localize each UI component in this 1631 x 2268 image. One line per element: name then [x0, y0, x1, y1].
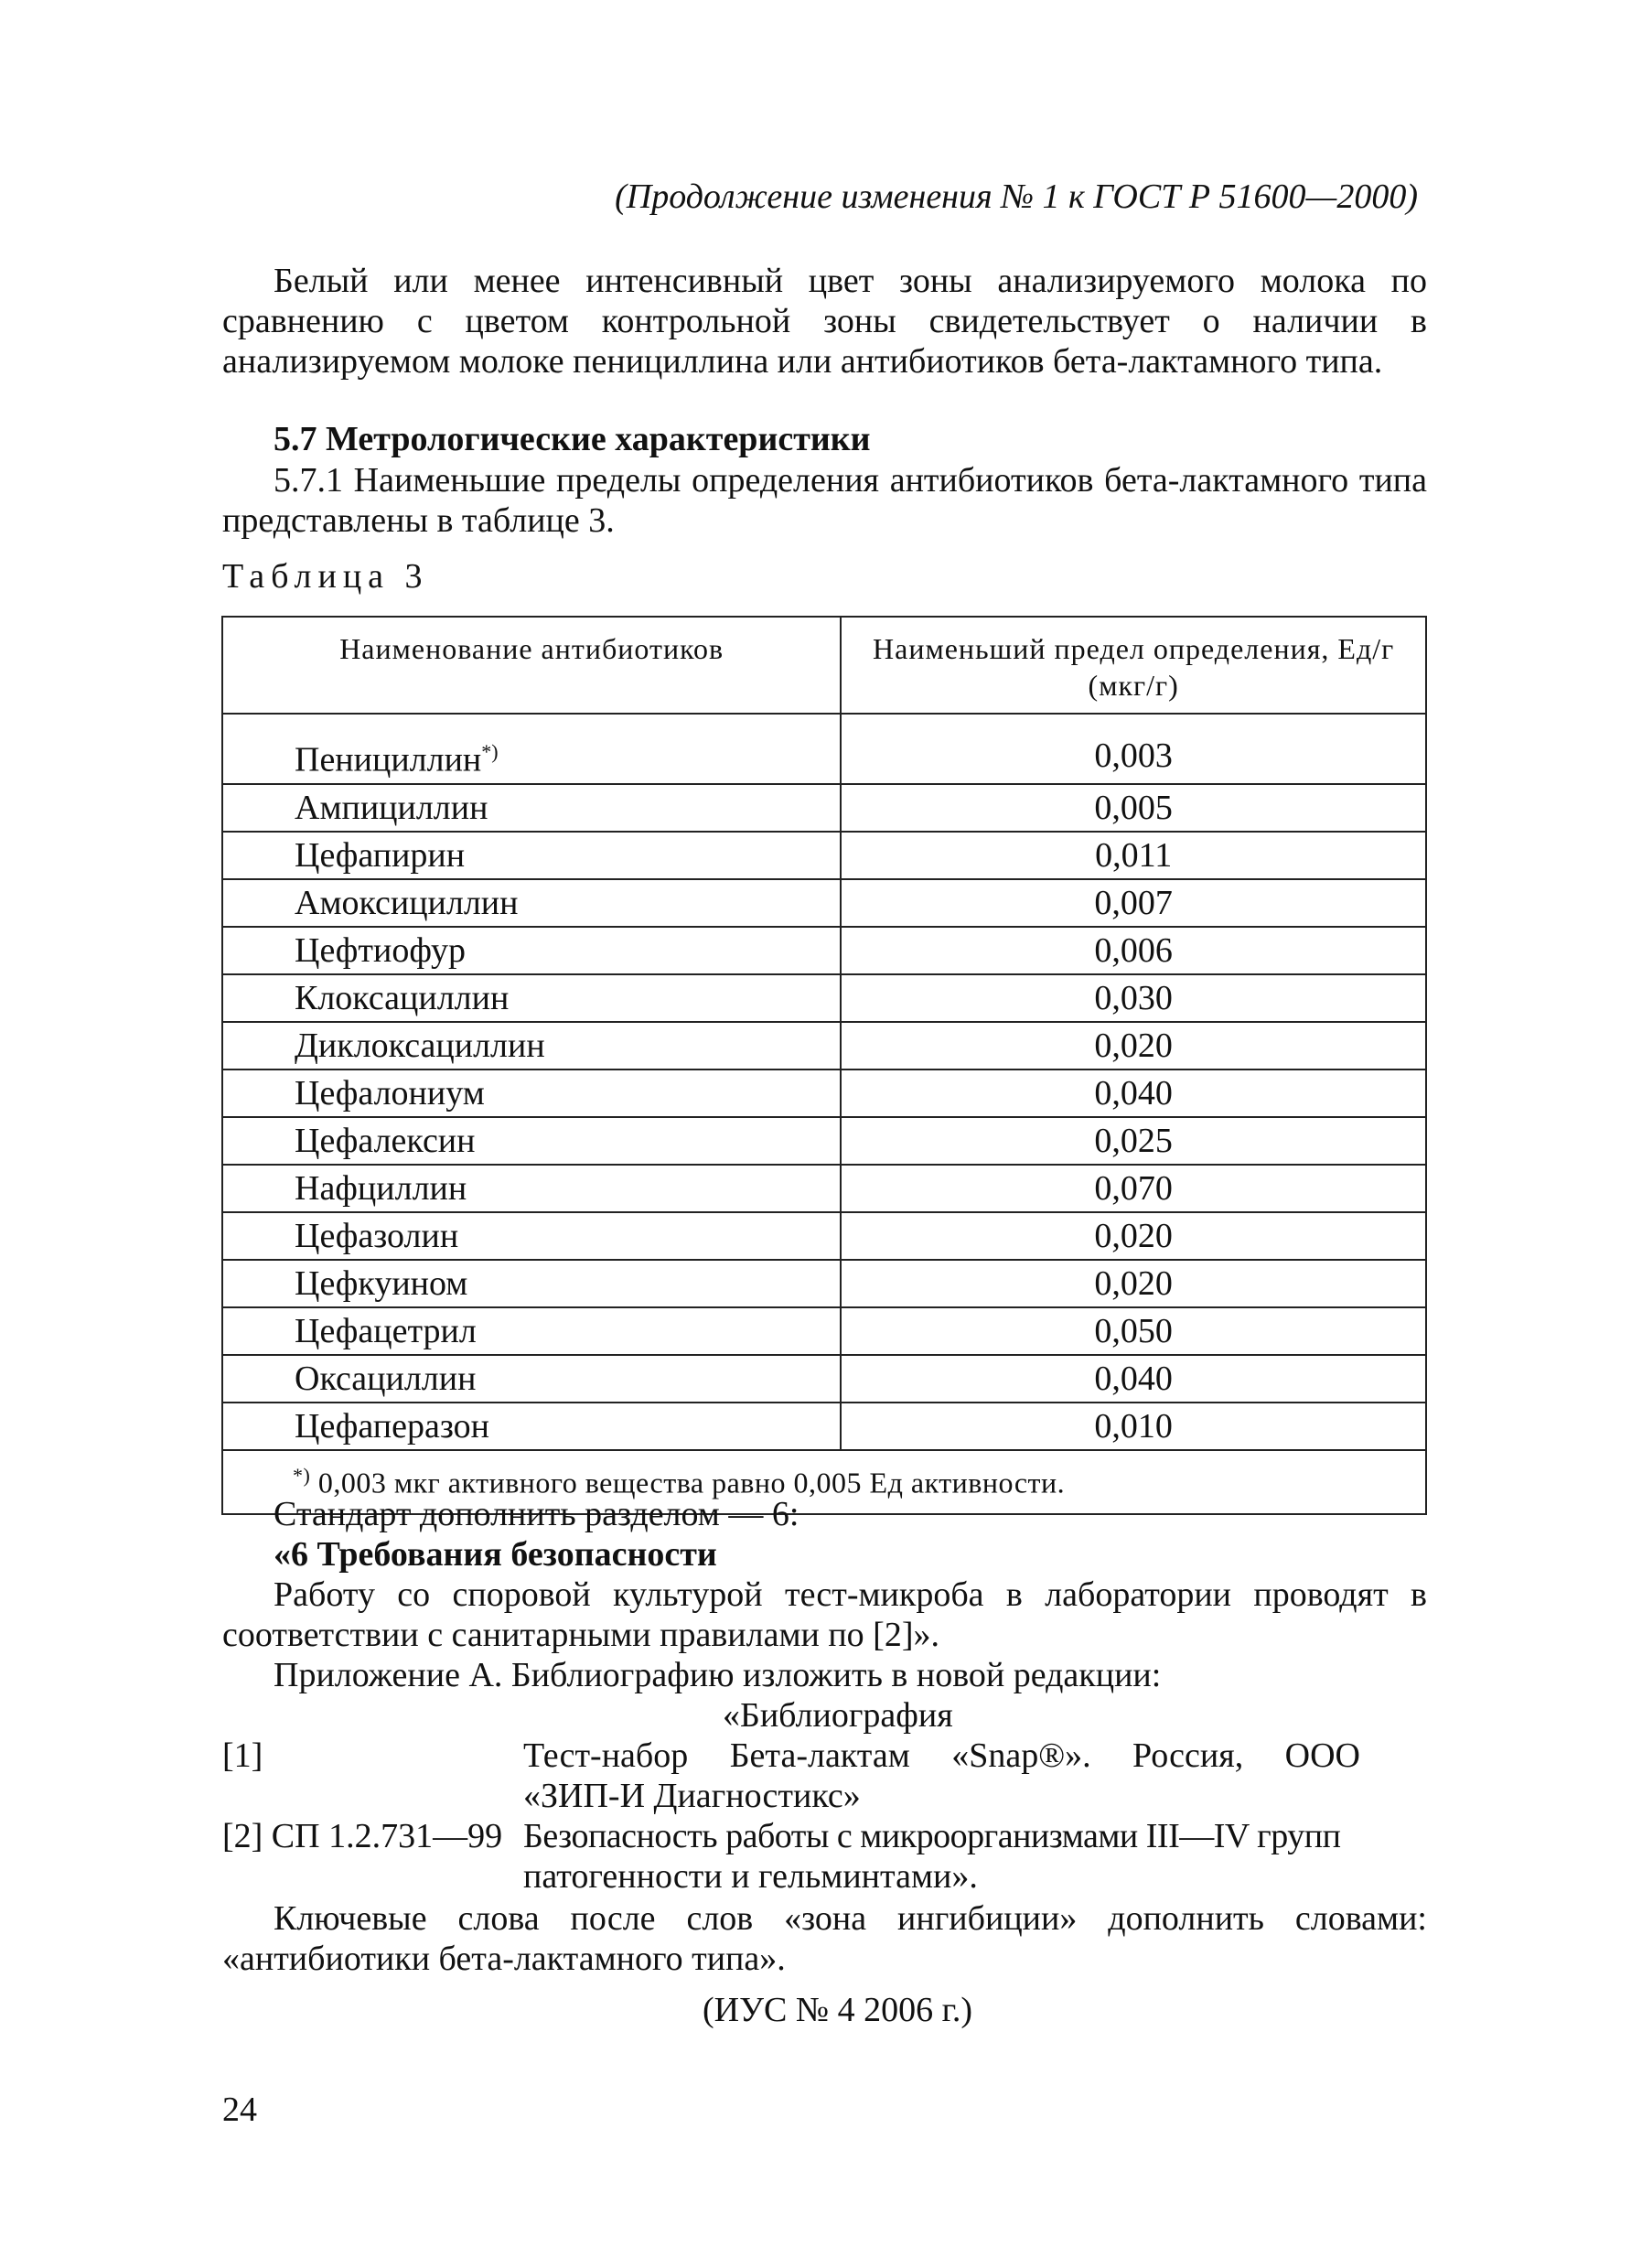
detection-limit-value: 0,040: [841, 1355, 1426, 1403]
antibiotic-name: [222, 974, 841, 1022]
ius-reference: (ИУС № 4 2006 г.): [703, 1991, 973, 2029]
antibiotic-name: [222, 832, 841, 879]
table-3: [221, 616, 1427, 1515]
antibiotic-name-text: Цефкуином: [295, 1263, 468, 1303]
footnote-mark: *): [293, 1463, 311, 1487]
antibiotic-name-text: Цефацетрил: [295, 1311, 477, 1350]
antibiotic-name: [222, 1403, 841, 1450]
bibliography-title: «Библиография: [723, 1696, 953, 1735]
antibiotic-name-text: Нафциллин: [295, 1168, 467, 1208]
paragraph-annex: Приложение А. Библиографию изложить в новой редакции:: [274, 1656, 1162, 1694]
detection-limit-value: 0,020: [841, 1212, 1426, 1260]
antibiotic-name-text: Пенициллин: [295, 740, 482, 779]
table-row: [222, 1355, 1426, 1403]
section-6-heading: «6 Требования безопасности: [274, 1535, 717, 1574]
biblio-ref-2: [2] СП 1.2.731—99: [222, 1817, 503, 1855]
antibiotic-name-text: Цефтиофур: [295, 930, 467, 970]
antibiotic-name: [222, 1117, 841, 1165]
table-row: [222, 927, 1426, 974]
biblio-text-1a: Тест-набор Бета-лактам «Snap®». Россия, ООО: [523, 1736, 1360, 1775]
table-row: [222, 832, 1426, 879]
detection-limit-value: 0,011: [841, 832, 1426, 879]
table-row: [222, 1117, 1426, 1165]
detection-limit-value: 0,050: [841, 1307, 1426, 1355]
table-row: [222, 1307, 1426, 1355]
table-row: [222, 784, 1426, 832]
col-header-antibiotic: Наименование антибиотиков: [222, 617, 841, 714]
table-body: [222, 720, 1426, 1450]
table-row: [222, 720, 1426, 784]
antibiotic-name-text: Ампициллин: [295, 788, 488, 827]
antibiotic-name-text: Амоксициллин: [295, 883, 519, 922]
detection-limit-value: 0,010: [841, 1403, 1426, 1450]
paragraph-keywords: Ключевые слова после слов «зона ингибиции» дополнить словами: «антибиотики бета-лактамного типа».: [222, 1899, 1427, 1978]
antibiotic-name-text: Цефалониум: [295, 1073, 485, 1113]
col-header-limit: Наименьший предел определения, Ед/г (мкг/г): [873, 632, 1395, 702]
footnote-ref-mark: *): [481, 740, 499, 763]
detection-limit-value: 0,007: [841, 879, 1426, 927]
continuation-header: (Продолжение изменения № 1 к ГОСТ Р 51600—2000): [615, 177, 1418, 216]
page-number: 24: [222, 2091, 257, 2129]
table-caption: Таблица 3: [222, 557, 429, 596]
table-row: [222, 974, 1426, 1022]
antibiotic-name-text: Оксациллин: [295, 1359, 477, 1398]
antibiotic-name-text: Цефалексин: [295, 1121, 476, 1160]
detection-limit-value: 0,025: [841, 1117, 1426, 1165]
antibiotic-name-text: Диклоксациллин: [295, 1026, 545, 1065]
detection-limit-value: 0,020: [841, 1022, 1426, 1070]
detection-limit-value: 0,030: [841, 974, 1426, 1022]
antibiotic-name: [222, 1307, 841, 1355]
footnote-text: 0,003 мкг активного вещества равно 0,005 Ед активности.: [317, 1466, 1066, 1499]
antibiotic-name-text: Цефазолин: [295, 1216, 459, 1255]
table-row: [222, 1403, 1426, 1450]
paragraph-add-section: Стандарт дополнить разделом — 6:: [274, 1495, 799, 1533]
section-5-7-heading: 5.7 Метрологические характеристики: [274, 420, 871, 458]
antibiotic-name: [222, 1212, 841, 1260]
antibiotic-name: [222, 1260, 841, 1307]
biblio-text-2a: Безопасность работы с микроорганизмами III—IV групп: [523, 1817, 1341, 1855]
antibiotic-name: [222, 1165, 841, 1212]
table-row: [222, 1260, 1426, 1307]
antibiotic-name-text: Цефаперазон: [295, 1406, 489, 1446]
detection-limit-value: 0,006: [841, 927, 1426, 974]
antibiotic-name: [222, 720, 841, 784]
biblio-ref-1: [1]: [222, 1736, 263, 1775]
biblio-text-1b: «ЗИП-И Диагностикс»: [523, 1777, 861, 1815]
table-row: [222, 879, 1426, 927]
antibiotic-name-text: Клоксациллин: [295, 978, 510, 1017]
table-row: [222, 1022, 1426, 1070]
paragraph-5-7-1: 5.7.1 Наименьшие пределы определения антибиотиков бета-лактамного типа представлены в таблице 3.: [222, 461, 1427, 540]
table-row: [222, 1212, 1426, 1260]
detection-limit-value: 0,003: [1094, 736, 1173, 776]
antibiotic-name: [222, 879, 841, 927]
antibiotic-name-text: Цефапирин: [295, 835, 466, 875]
table-row: [222, 1070, 1426, 1117]
detection-limit-value: 0,070: [841, 1165, 1426, 1212]
antibiotic-name: [222, 1022, 841, 1070]
antibiotic-name: [222, 1070, 841, 1117]
biblio-text-2b: патогенности и гельминтами».: [523, 1857, 978, 1896]
paragraph-6: Работу со споровой культурой тест-микроба в лаборатории проводят в соответствии с санитарными правилами по [2]».: [222, 1575, 1427, 1654]
paragraph-color-zone: Белый или менее интенсивный цвет зоны анализируемого молока по сравнению с цветом контрольной зоны свидетельствует о наличии в анализируемом молоке пенициллина или антибиотиков бета-лактамного типа.: [222, 262, 1427, 381]
antibiotic-name: [222, 784, 841, 832]
detection-limit-value: 0,005: [841, 784, 1426, 832]
table-row: [222, 1165, 1426, 1212]
detection-limit-value: 0,020: [841, 1260, 1426, 1307]
detection-limit-value: 0,040: [841, 1070, 1426, 1117]
antibiotic-name: [222, 1355, 841, 1403]
antibiotic-name: [222, 927, 841, 974]
